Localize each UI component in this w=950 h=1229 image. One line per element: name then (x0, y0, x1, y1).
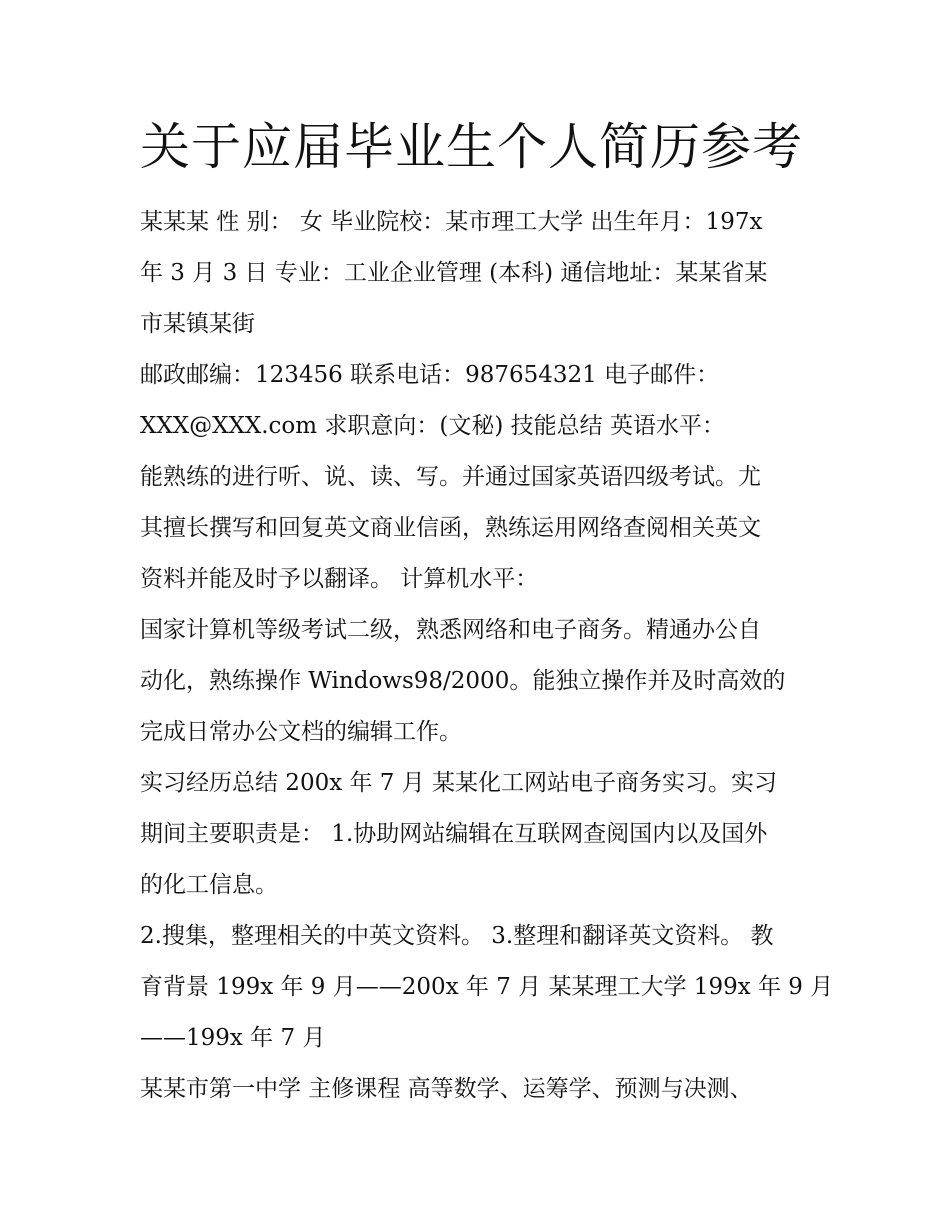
body-line: 完成日常办公文档的编辑工作。 (140, 719, 462, 745)
body-line: ——199x 年 7 月 (140, 1025, 326, 1051)
body-line: 的化工信息。 (140, 872, 278, 898)
body-line: 某某市第一中学 主修课程 高等数学、运筹学、预测与决测、 (140, 1076, 753, 1102)
body-line: 育背景 199x 年 9 月——200x 年 7 月 某某理工大学 199x 年 9 月 (140, 974, 834, 1000)
body-line: 动化，熟练操作 Windows98/2000。能独立操作并及时高效的 (140, 668, 786, 694)
body-line: 邮政邮编：123456 联系电话：987654321 电子邮件： (140, 362, 720, 388)
body-line: 其擅长撰写和回复英文商业信函，熟练运用网络查阅相关英文 (140, 515, 761, 541)
page-title: 关于应届毕业生个人简历参考 (140, 118, 803, 176)
body-line: 2.搜集，整理相关的中英文资料。 3.整理和翻译英文资料。 教 (140, 923, 774, 949)
body-line: XXX@XXX.com 求职意向：(文秘) 技能总结 英语水平： (140, 413, 725, 439)
body-line: 能熟练的进行听、说、读、写。并通过国家英语四级考试。尤 (140, 464, 761, 490)
body-line: 某某某 性 别： 女 毕业院校：某市理工大学 出生年月：197x (140, 209, 763, 235)
body-line: 国家计算机等级考试二级，熟悉网络和电子商务。精通办公自 (140, 617, 761, 643)
body-line: 市某镇某街 (140, 311, 255, 337)
body-line: 实习经历总结 200x 年 7 月 某某化工网站电子商务实习。实习 (140, 770, 778, 796)
body-line: 资料并能及时予以翻译。 计算机水平： (140, 566, 539, 592)
body-line: 年 3 月 3 日 专业：工业企业管理 (本科) 通信地址：某某省某 (140, 260, 768, 286)
body-line: 期间主要职责是： 1.协助网站编辑在互联网查阅国内以及国外 (140, 821, 768, 847)
